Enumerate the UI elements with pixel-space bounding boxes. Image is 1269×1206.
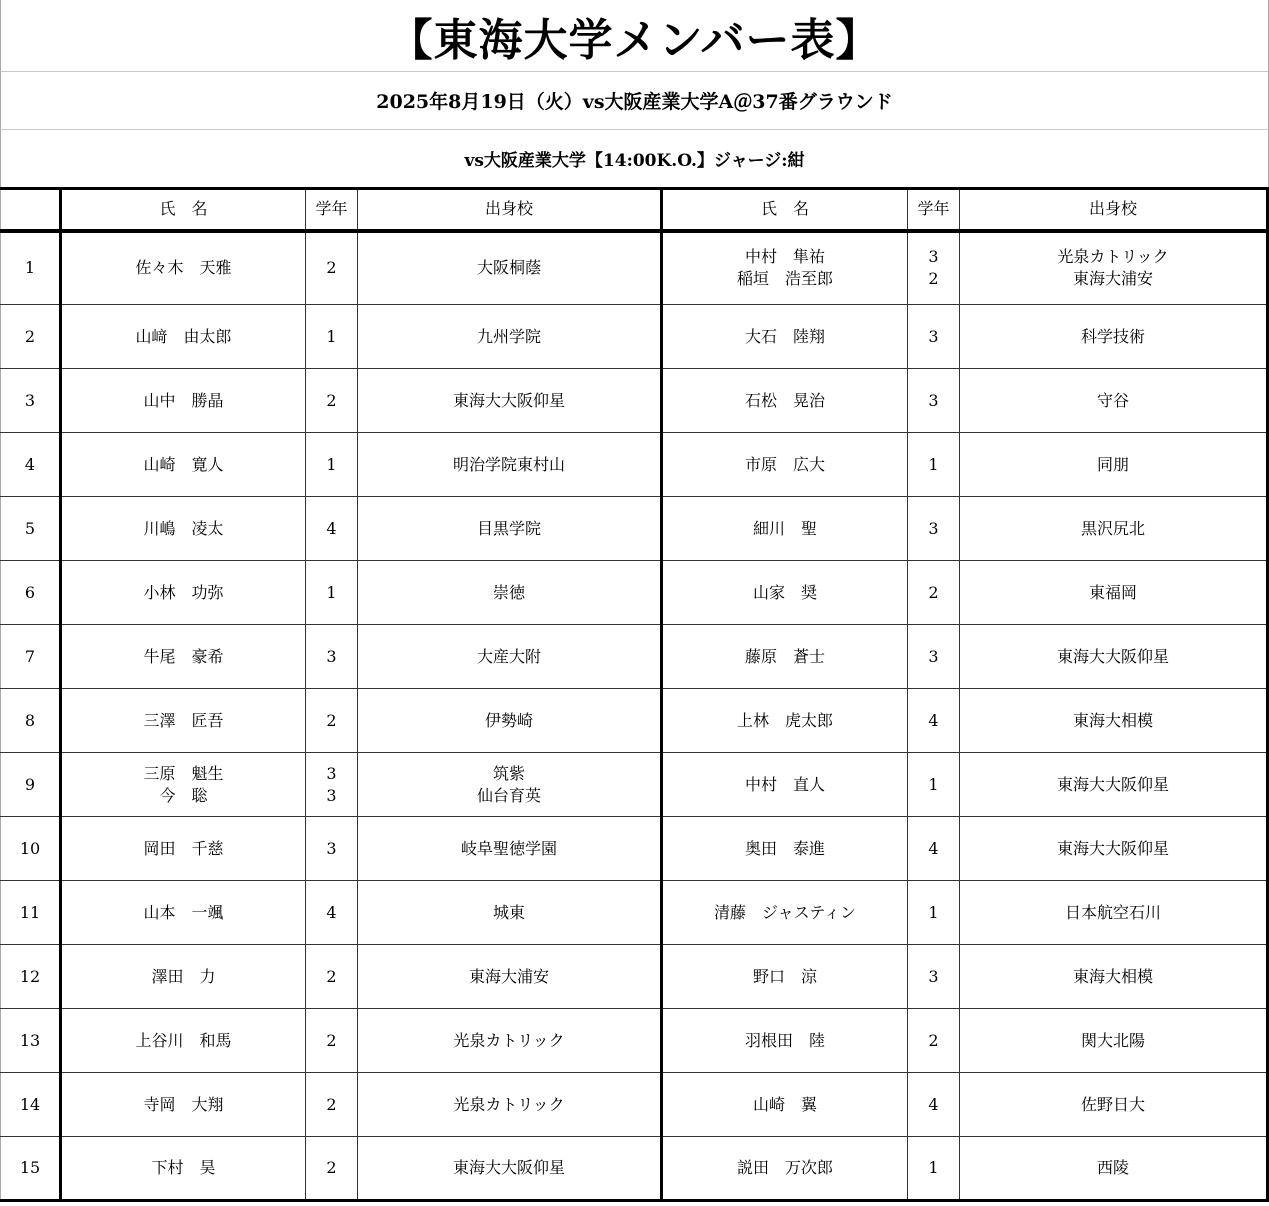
row-number: 10 (1, 817, 61, 881)
player-name-line: 岡田 千慈 (143, 838, 224, 858)
reserve-name-line: 大石 陸翔 (744, 326, 825, 346)
player-grade (306, 1073, 358, 1137)
player-school-line: 九州学院 (476, 326, 541, 346)
player-school-line: 伊勢崎 (484, 710, 533, 730)
reserve-school (960, 817, 1268, 881)
reserve-grade (908, 497, 960, 561)
player-grade-line: 3 (326, 646, 337, 666)
reserve-grade (908, 625, 960, 689)
player-grade (306, 753, 358, 817)
reserve-grade-line: 4 (928, 710, 939, 730)
player-grade (306, 1009, 358, 1073)
player-name-line: 三原 魁生 (143, 763, 224, 783)
reserve-school (960, 881, 1268, 945)
reserve-name (662, 689, 908, 753)
reserve-school (960, 433, 1268, 497)
row-number: 9 (1, 753, 61, 817)
header-name: 氏 名 (61, 189, 306, 231)
reserve-school-line: 東海大相模 (1072, 710, 1153, 730)
player-grade-line: 2 (326, 258, 337, 278)
column-header-row (1, 189, 1268, 231)
player-grade (306, 305, 358, 369)
reserve-school-line: 東福岡 (1088, 582, 1137, 602)
player-school (358, 561, 662, 625)
row-number: 6 (1, 561, 61, 625)
player-name (61, 305, 306, 369)
reserve-name (662, 305, 908, 369)
player-school-line: 岐阜聖徳学園 (460, 838, 557, 858)
reserve-school (960, 625, 1268, 689)
player-name (61, 1009, 306, 1073)
reserve-name (662, 1073, 908, 1137)
table-row (1, 369, 1268, 433)
player-grade-line: 3 (326, 785, 337, 805)
player-school (358, 369, 662, 433)
reserve-school-line: 東海大浦安 (1072, 269, 1153, 289)
reserve-school (960, 753, 1268, 817)
reserve-name-line: 奥田 泰進 (744, 838, 825, 858)
reserve-name-line: 市原 広大 (744, 454, 825, 474)
reserve-school-line: 守谷 (1096, 390, 1129, 410)
player-grade (306, 561, 358, 625)
player-grade-line: 4 (326, 518, 337, 538)
reserve-name-line: 細川 聖 (752, 518, 817, 538)
reserve-school (960, 561, 1268, 625)
player-name-line: 山﨑 由太郎 (135, 326, 232, 346)
header-grade: 学年 (306, 189, 358, 231)
reserve-grade-line: 3 (928, 966, 939, 986)
player-name (61, 625, 306, 689)
row-number: 1 (1, 231, 61, 305)
reserve-name-line: 稲垣 浩至郎 (736, 269, 833, 289)
reserve-name-line: 上林 虎太郎 (736, 710, 833, 730)
player-name-line: 今 聡 (159, 785, 208, 805)
reserve-school (960, 497, 1268, 561)
player-school-line: 城東 (492, 902, 525, 922)
reserve-school (960, 1009, 1268, 1073)
reserve-name (662, 1137, 908, 1201)
reserve-school-line: 東海大大阪仰星 (1056, 774, 1169, 794)
row-number: 14 (1, 1073, 61, 1137)
player-name-line: 三澤 匠吾 (143, 710, 224, 730)
player-name (61, 433, 306, 497)
reserve-name-line: 藤原 蒼士 (744, 646, 825, 666)
player-school-line: 光泉カトリック (453, 1030, 565, 1050)
reserve-school (960, 369, 1268, 433)
reserve-grade (908, 817, 960, 881)
reserve-school-line: 東海大相模 (1072, 966, 1153, 986)
player-school (358, 1137, 662, 1201)
reserve-name-line: 石松 晃治 (744, 390, 825, 410)
reserve-name-line: 山崎 翼 (752, 1094, 817, 1114)
reserve-grade (908, 881, 960, 945)
player-school-line: 筑紫 (492, 763, 525, 783)
player-name (61, 1073, 306, 1137)
reserve-grade-line: 3 (928, 326, 939, 346)
reserve-school-line: 同朋 (1096, 454, 1129, 474)
reserve-grade-line: 2 (928, 269, 939, 289)
player-school-line: 目黒学院 (476, 518, 541, 538)
reserve-name (662, 817, 908, 881)
reserve-name-line: 羽根田 陸 (744, 1030, 825, 1050)
player-school-line: 崇徳 (492, 582, 525, 602)
row-number: 12 (1, 945, 61, 1009)
player-name-line: 上谷川 和馬 (135, 1030, 232, 1050)
player-grade-line: 1 (326, 454, 337, 474)
player-name-line: 牛尾 豪希 (143, 646, 224, 666)
player-grade (306, 945, 358, 1009)
table-row (1, 945, 1268, 1009)
header-school: 出身校 (358, 189, 662, 231)
reserve-name (662, 881, 908, 945)
player-school (358, 497, 662, 561)
reserve-grade (908, 753, 960, 817)
player-name-line: 佐々木 天雅 (135, 258, 232, 278)
player-school (358, 689, 662, 753)
reserve-grade (908, 689, 960, 753)
player-name-line: 小林 功弥 (143, 582, 224, 602)
player-grade-line: 2 (326, 390, 337, 410)
table-row (1, 1009, 1268, 1073)
player-name-line: 寺岡 大翔 (143, 1094, 224, 1114)
player-grade-line: 1 (326, 582, 337, 602)
reserve-school (960, 231, 1268, 305)
row-number: 13 (1, 1009, 61, 1073)
row-number: 4 (1, 433, 61, 497)
reserve-school-line: 東海大大阪仰星 (1056, 838, 1169, 858)
reserve-name (662, 433, 908, 497)
player-school-line: 東海大大阪仰星 (452, 390, 565, 410)
page-title: 【東海大学メンバー表】 (0, 0, 1269, 72)
match-date-venue: 2025年8月19日（火）vs大阪産業大学A＠37番グラウンド (0, 72, 1269, 130)
table-row (1, 1073, 1268, 1137)
player-school-line: 明治学院東村山 (452, 454, 565, 474)
reserve-school (960, 945, 1268, 1009)
reserve-grade-line: 4 (928, 838, 939, 858)
reserve-grade-line: 2 (928, 1030, 939, 1050)
player-school-line: 光泉カトリック (453, 1094, 565, 1114)
reserve-grade (908, 561, 960, 625)
table-row (1, 753, 1268, 817)
player-school (358, 817, 662, 881)
player-school (358, 945, 662, 1009)
player-name (61, 945, 306, 1009)
reserve-name (662, 231, 908, 305)
player-grade (306, 369, 358, 433)
player-school (358, 231, 662, 305)
header-number (1, 189, 61, 231)
match-info: vs大阪産業大学【14:00K.O.】ジャージ:紺 (0, 130, 1269, 187)
player-school-line: 東海大大阪仰星 (452, 1158, 565, 1177)
table-row (1, 881, 1268, 945)
player-grade-line: 1 (326, 326, 337, 346)
reserve-name-line: 中村 直人 (744, 774, 825, 794)
player-name (61, 881, 306, 945)
row-number: 15 (1, 1137, 61, 1201)
table-row (1, 1137, 1268, 1201)
reserve-name-line: 清藤 ジャスティン (713, 902, 857, 922)
reserve-grade (908, 1073, 960, 1137)
table-row (1, 231, 1268, 305)
reserve-grade-line: 3 (928, 646, 939, 666)
player-name (61, 561, 306, 625)
reserve-grade-line: 1 (928, 774, 939, 794)
player-school-line: 仙台育英 (476, 785, 541, 805)
reserve-grade-line: 1 (928, 454, 939, 474)
player-grade-line: 3 (326, 763, 337, 783)
table-row (1, 433, 1268, 497)
reserve-grade-line: 3 (928, 390, 939, 410)
row-number: 8 (1, 689, 61, 753)
player-school (358, 881, 662, 945)
player-grade (306, 625, 358, 689)
reserve-grade (908, 945, 960, 1009)
player-name-line: 下村 昊 (151, 1158, 216, 1177)
player-grade-line: 2 (326, 710, 337, 730)
reserve-grade (908, 1009, 960, 1073)
header-grade-2: 学年 (908, 189, 960, 231)
player-grade (306, 689, 358, 753)
reserve-name-line: 野口 涼 (752, 966, 817, 986)
reserve-school (960, 689, 1268, 753)
reserve-grade-line: 2 (928, 582, 939, 602)
reserve-school-line: 佐野日大 (1080, 1094, 1145, 1114)
player-name-line: 川嶋 凌太 (143, 518, 224, 538)
reserve-school (960, 1073, 1268, 1137)
player-grade-line: 2 (326, 1094, 337, 1114)
reserve-school (960, 305, 1268, 369)
reserve-name-line: 山家 奨 (752, 582, 817, 602)
player-school-line: 東海大浦安 (468, 966, 549, 986)
reserve-grade-line: 1 (928, 1158, 939, 1177)
header-school-2: 出身校 (960, 189, 1268, 231)
reserve-school-line: 黒沢尻北 (1080, 518, 1145, 538)
reserve-name (662, 625, 908, 689)
row-number: 7 (1, 625, 61, 689)
player-grade (306, 817, 358, 881)
table-row (1, 817, 1268, 881)
player-grade (306, 433, 358, 497)
table-row (1, 625, 1268, 689)
player-name (61, 369, 306, 433)
reserve-school-line: 日本航空石川 (1064, 902, 1161, 922)
row-number: 3 (1, 369, 61, 433)
reserve-name (662, 753, 908, 817)
player-name-line: 山本 一颯 (143, 902, 224, 922)
header-name-2: 氏 名 (662, 189, 908, 231)
reserve-name (662, 369, 908, 433)
reserve-school (960, 1137, 1268, 1201)
player-school (358, 305, 662, 369)
row-number: 11 (1, 881, 61, 945)
player-name (61, 817, 306, 881)
player-school (358, 433, 662, 497)
player-name (61, 1137, 306, 1201)
table-row (1, 305, 1268, 369)
player-grade (306, 497, 358, 561)
player-grade (306, 231, 358, 305)
player-name (61, 753, 306, 817)
reserve-name-line: 中村 隼祐 (744, 247, 825, 267)
player-name (61, 497, 306, 561)
player-grade-line: 3 (326, 838, 337, 858)
reserve-grade (908, 433, 960, 497)
player-school-line: 大産大附 (476, 646, 541, 666)
player-name-line: 山崎 寛人 (143, 454, 224, 474)
reserve-grade (908, 369, 960, 433)
player-grade (306, 881, 358, 945)
player-school (358, 625, 662, 689)
reserve-grade (908, 1137, 960, 1201)
player-name (61, 231, 306, 305)
table-row (1, 689, 1268, 753)
player-grade-line: 2 (326, 1030, 337, 1050)
player-school (358, 1073, 662, 1137)
reserve-school-line: 科学技術 (1080, 326, 1145, 346)
player-name (61, 689, 306, 753)
reserve-school-line: 東海大大阪仰星 (1056, 646, 1169, 666)
reserve-grade-line: 3 (928, 518, 939, 538)
player-grade-line: 2 (326, 966, 337, 986)
player-school (358, 1009, 662, 1073)
reserve-school-line: 西陵 (1096, 1158, 1129, 1177)
player-grade-line: 4 (326, 902, 337, 922)
player-school-line: 大阪桐蔭 (476, 258, 541, 278)
reserve-name (662, 1009, 908, 1073)
reserve-name (662, 561, 908, 625)
reserve-name (662, 945, 908, 1009)
player-name-line: 澤田 力 (151, 966, 216, 986)
player-grade-line: 2 (326, 1158, 337, 1177)
reserve-school-line: 関大北陽 (1080, 1030, 1145, 1050)
reserve-grade (908, 305, 960, 369)
reserve-name-line: 説田 万次郎 (736, 1158, 833, 1177)
player-name-line: 山中 勝晶 (143, 390, 224, 410)
player-grade (306, 1137, 358, 1201)
reserve-grade-line: 4 (928, 1094, 939, 1114)
table-row (1, 561, 1268, 625)
member-table (0, 187, 1269, 1202)
row-number: 5 (1, 497, 61, 561)
reserve-grade (908, 231, 960, 305)
table-row (1, 497, 1268, 561)
reserve-grade-line: 1 (928, 902, 939, 922)
reserve-school-line: 光泉カトリック (1057, 247, 1169, 267)
reserve-grade-line: 3 (928, 247, 939, 267)
player-school (358, 753, 662, 817)
row-number: 2 (1, 305, 61, 369)
reserve-name (662, 497, 908, 561)
